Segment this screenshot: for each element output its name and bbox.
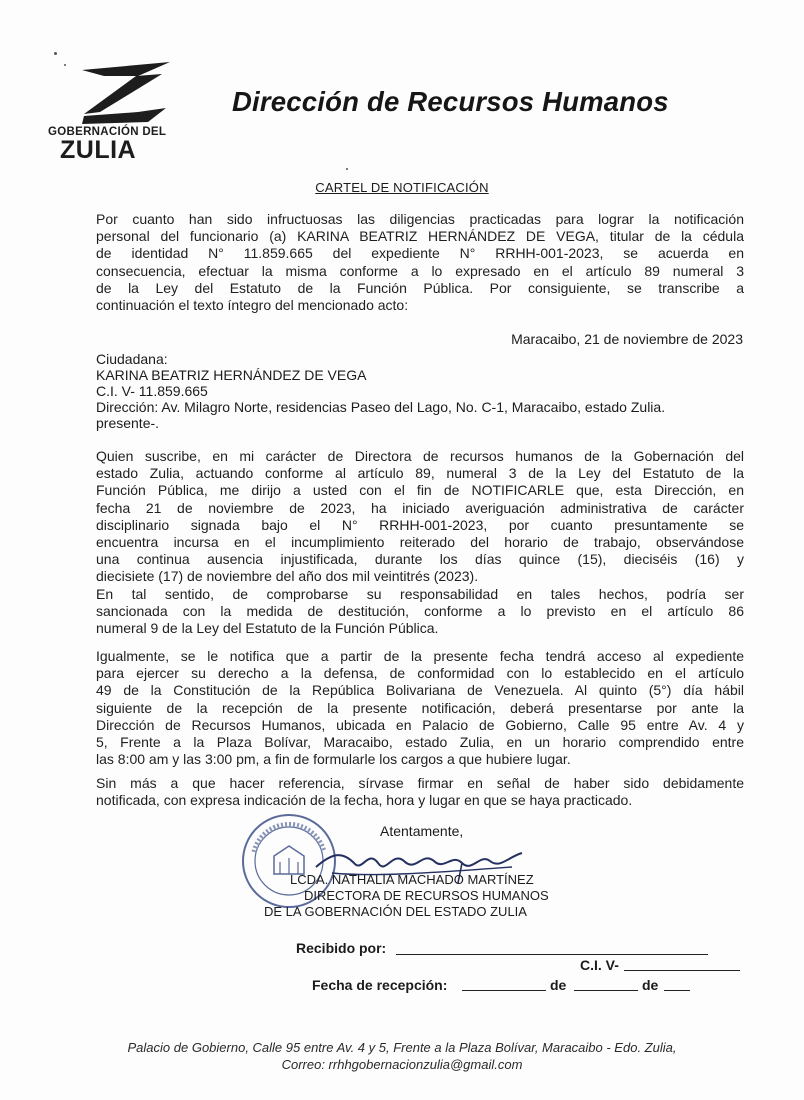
addressee-salutation: Ciudadana: — [96, 351, 168, 367]
scan-speck — [346, 168, 348, 170]
logo-text-gobernacion: GOBERNACIÓN DEL — [48, 126, 167, 138]
body-line: numeral 9 de la Ley del Estatuto de la Función Pública. — [96, 620, 439, 637]
body-line: notificada, con expresa indicación de la fecha, hora y lugar en que se haya practicado. — [96, 792, 633, 809]
scan-speck — [64, 64, 66, 66]
received-by-field[interactable] — [396, 954, 708, 955]
closing-text: Atentamente, — [380, 823, 464, 839]
body-line: 49 de la Constitución de la República Bolivariana de Venezuela. Al quinto (5°) día hábil — [96, 682, 744, 699]
addressee-ci: C.I. V- 11.859.665 — [96, 383, 208, 399]
receipt-ci-field[interactable] — [624, 970, 740, 971]
body-paragraph-3 — [96, 775, 744, 809]
addressee-address: Dirección: Av. Milagro Norte, residencias Paseo del Lago, No. C-1, Maracaibo, estado Zulia. — [96, 399, 666, 415]
signatory-block — [264, 872, 610, 920]
receipt-ci-label: C.I. V- — [580, 957, 619, 973]
body-line: diecisiete (17) de noviembre del año dos mil veintitrés (2023). — [96, 568, 479, 585]
document-date: Maracaibo, 21 de noviembre de 2023 — [511, 331, 743, 347]
addressee-name: KARINA BEATRIZ HERNÁNDEZ DE VEGA — [96, 367, 367, 383]
receipt-de-label: de — [642, 977, 659, 993]
body-line: fecha 21 de noviembre de 2023, ha iniciado averiguación administrativa de carácter — [96, 499, 744, 516]
body-line: para ejercer su derecho a la defensa, de conformidad con lo establecido en el artículo — [96, 665, 744, 682]
body-line: 5, Frente a la Plaza Bolívar, Maracaibo, estado Zulia, en un horario comprendido entre — [96, 734, 744, 751]
z-emblem-icon — [78, 60, 174, 126]
footer-address: Palacio de Gobierno, Calle 95 entre Av. 4 y 5, Frente a la Plaza Bolívar, Maracaibo - Edo. Zulia, — [127, 1040, 677, 1055]
addressee-closing: presente-. — [96, 415, 160, 431]
body-line: Función Pública, me dirijo a usted con el fin de NOTIFICARLE que, esta Dirección, en — [96, 482, 744, 499]
receipt-date-label: Fecha de recepción: — [312, 977, 448, 993]
logo-text-zulia: ZULIA — [60, 136, 137, 164]
body-line: encuentra incursa en el incumplimiento reiterado del horario de trabajo, observándose — [96, 534, 744, 551]
receipt-month-field[interactable] — [574, 990, 638, 991]
gobernacion-logo — [48, 60, 198, 164]
body-line: En tal sentido, de comprobarse su responsabilidad en tales hechos, podría ser — [96, 585, 744, 602]
received-by-label: Recibido por: — [296, 940, 387, 956]
body-line: Igualmente, se le notifica que a partir de la presente fecha tendrá acceso al expediente — [96, 648, 744, 664]
intro-line: de identidad N° 11.859.665 del expediente N° RRHH-001-2023, se acuerda en — [96, 245, 744, 262]
signatory-org: DE LA GOBERNACIÓN DEL ESTADO ZULIA — [264, 904, 527, 919]
body-line: una continua ausencia injustificada, durante los días quince (15), dieciséis (16) y — [96, 551, 744, 568]
intro-line: Por cuanto han sido infructuosas las diligencias practicadas para lograr la notificación — [96, 211, 744, 227]
intro-line: personal del funcionario (a) KARINA BEATRIZ HERNÁNDEZ DE VEGA, titular de la cédula — [96, 228, 744, 245]
body-line: las 8:00 am y las 3:00 pm, a fin de formularle los cargos a que hubiere lugar. — [96, 751, 571, 768]
body-paragraph-2 — [96, 648, 744, 768]
receipt-day-field[interactable] — [462, 990, 546, 991]
intro-line: consecuencia, efectuar la misma conforme a lo expresado en el artículo 89 numeral 3 — [96, 262, 744, 279]
receipt-de-label: de — [550, 977, 567, 993]
department-title: Dirección de Recursos Humanos — [232, 86, 669, 117]
intro-line: de la Ley del Estatuto de la Función Pública. Por consiguiente, se transcribe a — [96, 279, 744, 296]
body-line: disciplinario signada bajo el N° RRHH-001-2023, por cuanto presuntamente se — [96, 516, 744, 533]
body-line: Dirección de Recursos Humanos, ubicada en Palacio de Gobierno, Calle 95 entre Av. 4 y — [96, 716, 744, 733]
body-line: estado Zulia, actuando conforme al artículo 89, numeral 3 de la Ley del Estatuto de la — [96, 465, 744, 482]
signatory-role: DIRECTORA DE RECURSOS HUMANOS — [304, 888, 549, 903]
intro-paragraph — [96, 211, 744, 314]
intro-line: continuación el texto íntegro del mencionado acto: — [96, 297, 409, 314]
body-paragraph-1 — [96, 448, 744, 637]
body-line: Quien suscribe, en mi carácter de Directora de recursos humanos de la Gobernación del — [96, 448, 744, 464]
addressee-block — [96, 351, 756, 431]
signatory-name: LCDA. NATHALIA MACHADO MARTÍNEZ — [290, 872, 534, 887]
document-title: CARTEL DE NOTIFICACIÓN — [315, 180, 489, 195]
receipt-year-field[interactable] — [664, 990, 690, 991]
body-line: Sin más a que hacer referencia, sírvase firmar en señal de haber sido debidamente — [96, 775, 744, 791]
body-line: sancionada con la medida de destitución, conforme a lo previsto en el artículo 86 — [96, 602, 744, 619]
scan-speck — [54, 52, 57, 55]
body-line: siguiente de la recepción de la presente notificación, deberá presentarse por ante la — [96, 699, 744, 716]
footer-email: Correo: rrhhgobernacionzulia@gmail.com — [281, 1057, 523, 1072]
